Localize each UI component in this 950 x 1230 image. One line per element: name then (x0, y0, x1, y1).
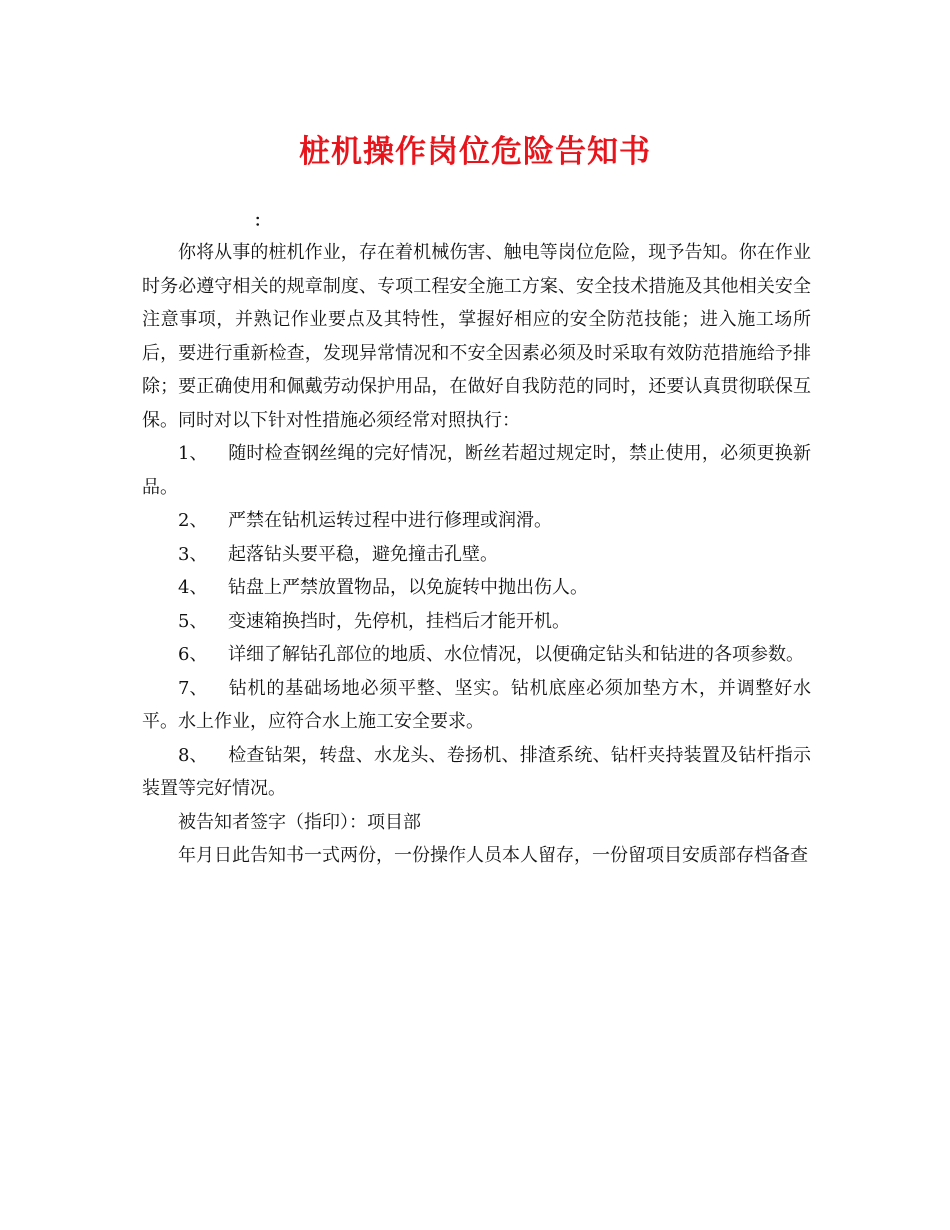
list-item (142, 638, 811, 672)
list-item-number: 3、 (178, 543, 208, 565)
list-item (142, 571, 811, 605)
signature-line: 被告知者签字（指印）：项目部 (178, 811, 421, 833)
list-item-text: 严禁在钻机运转过程中进行修理或润滑。 (228, 510, 552, 531)
salutation: ： (254, 211, 271, 230)
closing-paragraph: 年月日此告知书一式两份，一份操作人员本人留存，一份留项目安质部存档备查 (178, 845, 808, 866)
list-item-text: 钻机的基础场地必须平整、坚实。钻机底座必须加垫方木，并调整好水平。水上作业，应符合水上施工安全要求。 (142, 677, 811, 732)
list-item-number: 4、 (178, 577, 208, 598)
list-item-number: 8、 (178, 744, 208, 766)
list-item-number: 5、 (178, 610, 208, 632)
list-item (142, 739, 811, 806)
document-title: 桩机操作岗位危险告知书 (299, 134, 651, 170)
intro-paragraph: 你将从事的桩机作业，存在着机械伤害、触电等岗位危险，现予告知。你在作业时务必遵守相关的规章制度、专项工程安全施工方案、安全技术措施及其他相关安全注意事项，并熟记作业要点及其特性，掌握好相应的安全防范技能；进入施工场所后，要进行重新检查，发现异常情况和不安全因素必须及时采取有效防范措施给予排除；要正确使用和佩戴劳动保护用品，在做好自我防范的同时，还要认真贯彻联保互保。同时对以下针对性措施必须经常对照执行： (142, 242, 811, 431)
list-item (142, 538, 811, 572)
list-item-number: 2、 (178, 510, 208, 531)
list-item (142, 504, 811, 538)
list-item-text: 检查钻架，转盘、水龙头、卷扬机、排渣系统、钻杆夹持装置及钻杆指示装置等完好情况。 (142, 744, 811, 799)
list-item-text: 钻盘上严禁放置物品，以免旋转中抛出伤人。 (228, 577, 588, 598)
list-item-text: 随时检查钢丝绳的完好情况，断丝若超过规定时，禁止使用，必须更换新品。 (142, 443, 811, 498)
list-item (142, 672, 811, 739)
list-item (142, 437, 811, 504)
list-item-number: 7、 (178, 677, 208, 699)
list-item-text: 起落钻头要平稳，避免撞击孔壁。 (228, 543, 498, 565)
list-item-number: 1、 (178, 443, 208, 464)
list-item (142, 605, 811, 639)
list-item-text: 详细了解钻孔部位的地质、水位情况，以便确定钻头和钻进的各项参数。 (228, 644, 804, 665)
list-item-number: 6、 (178, 644, 208, 665)
document-body (142, 236, 811, 873)
list-item-text: 变速箱换挡时，先停机，挂档后才能开机。 (228, 610, 570, 632)
